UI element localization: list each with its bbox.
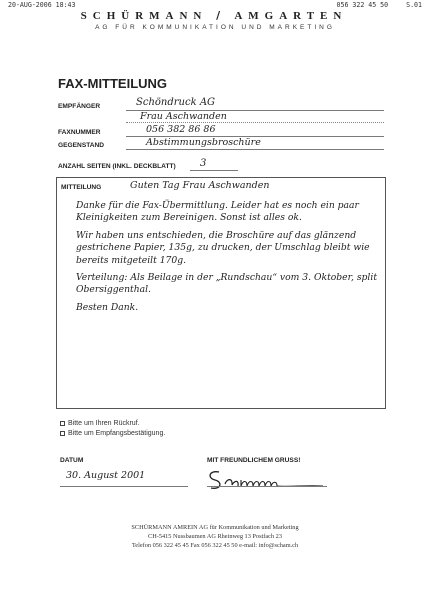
pages-value: 3 xyxy=(200,158,207,169)
message-label: MITTEILUNG xyxy=(61,184,102,191)
subject-value: Abstimmungsbroschüre xyxy=(146,137,261,148)
message-paragraph: Besten Dank. xyxy=(76,301,139,313)
company-name-left: SCHÜRMANN xyxy=(80,10,208,21)
message-paragraph: Danke für die Fax-Übermittlung. Leider hat es noch ein paar Kleinigkeiten zum Bereinigen. Sonst ist alles ok. xyxy=(76,200,359,224)
message-paragraph: Wir haben uns entschieden, die Broschüre auf das glänzend gestrichene Papier, 135g, zu drucken, der Umschlag bleibt wie bereits mitgeteilt 170g. xyxy=(76,229,370,266)
greeting-label: MIT FREUNDLICHEM GRUSS! xyxy=(207,457,301,464)
callback-checkbox[interactable] xyxy=(60,421,65,426)
date-value: 30. August 2001 xyxy=(66,470,146,481)
company-name xyxy=(44,9,384,21)
receipt-checkbox-label: Bitte um Empfangsbestätigung. xyxy=(68,430,166,437)
footer-line: Telefon 056 322 45 45 Fax 056 322 45 50 e-mail: info@scham.ch xyxy=(131,542,299,549)
fax-page: S.01 xyxy=(406,1,422,9)
callback-checkbox-row[interactable] xyxy=(60,420,140,427)
fax-datetime: 20-AUG-2006 18:43 xyxy=(8,1,76,9)
fax-number: 056 322 45 50 xyxy=(336,1,389,9)
pages-line xyxy=(190,170,238,171)
signature-image xyxy=(205,466,325,492)
date-label: DATUM xyxy=(60,457,84,464)
date-line xyxy=(60,486,188,487)
recipient-label: EMPFÄNGER xyxy=(58,103,101,110)
fax-number-label: FAXNUMMER xyxy=(58,129,101,136)
logo-slash: / xyxy=(216,9,227,21)
document-title: FAX-MITTEILUNG xyxy=(58,76,168,91)
footer-line: CH-5415 Nussbaumen AG Rheinweg 13 Postfach 23 xyxy=(148,533,282,540)
pages-label: ANZAHL SEITEN (INKL. DECKBLATT) xyxy=(58,163,176,170)
company-name-right: AMGARTEN xyxy=(234,10,348,21)
footer-line: SCHÜRMANN AMREIN AG für Kommunikation und Marketing xyxy=(131,524,299,531)
message-greeting: Guten Tag Frau Aschwanden xyxy=(130,180,270,191)
signature-line xyxy=(207,486,327,487)
receipt-checkbox[interactable] xyxy=(60,431,65,436)
recipient-value: Schöndruck AG xyxy=(136,97,216,108)
message-body xyxy=(76,200,382,319)
callback-checkbox-label: Bitte um Ihren Rückruf. xyxy=(68,420,140,427)
subject-label: GEGENSTAND xyxy=(58,142,105,149)
fax-number-value: 056 382 86 86 xyxy=(146,124,216,135)
recipient-contact: Frau Aschwanden xyxy=(140,111,227,122)
receipt-checkbox-row[interactable] xyxy=(60,430,165,437)
recipient-line-2 xyxy=(126,122,384,123)
message-paragraph: Verteilung: Als Beilage in der „Rundschau“ vom 3. Oktober, split Obersiggenthal. xyxy=(76,272,378,296)
company-tagline: AG FÜR KOMMUNIKATION UND MARKETING xyxy=(95,24,335,31)
subject-line xyxy=(126,149,384,150)
